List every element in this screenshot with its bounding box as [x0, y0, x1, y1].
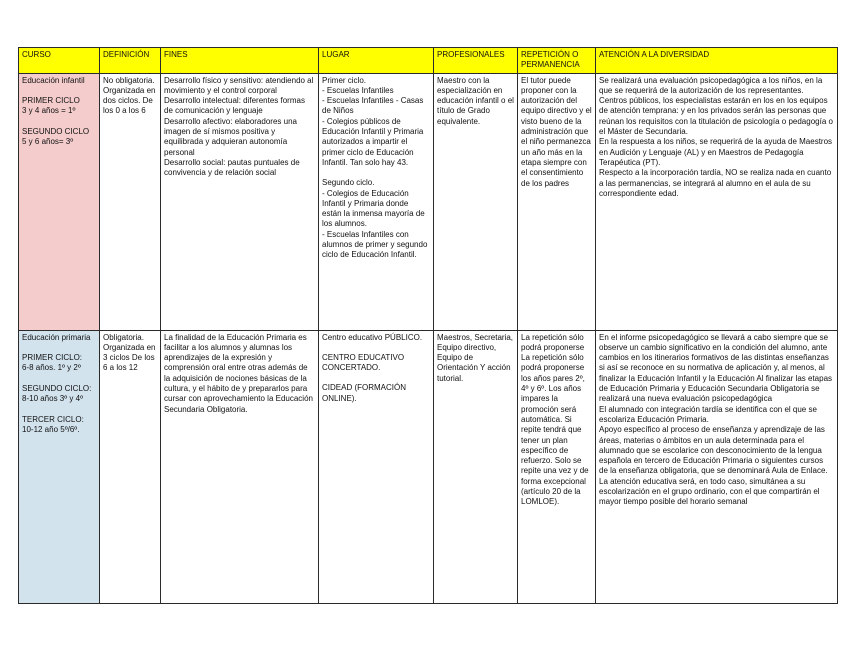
cell-fines: La finalidad de la Educación Primaria es facilitar a los alumnos y alumnas los aprendizajes de la expresión y comprensión oral entre otras además de la adquisición de nociones básicas de la cultura, y el hábito de y prepararlos para cursar con aprovechamiento la Educación Secundaria Obligatoria.: [161, 330, 319, 603]
cell-atencion: [596, 330, 838, 603]
header-lugar: LUGAR: [319, 48, 434, 74]
header-fines: FINES: [161, 48, 319, 74]
line-gap: [322, 168, 430, 178]
cell-profesionales: Maestro con la especialización en educación infantil o el título de Grado equivalente.: [434, 73, 518, 330]
line-gap: [322, 373, 430, 383]
header-definicion: DEFINICIÓN: [100, 48, 161, 74]
text-line: El alumnado con integración tardía se identifica con el que se escolariza Educación Primaria.: [599, 404, 817, 424]
text-line: En el informe psicopedagógico se llevará a cabo siempre que se observe un cambio significativo en la condición del alumno, ante cambios en los itinerarios formativos de las distintas enseñanzas si así se reconoce en su normativa de aplicación y, al menos, al finalizar la Educación Infantil y la Educación Al finalizar las etapas de Educación Primaria y Educación Secundaria Obligatoria se realizará una nueva evaluación psicopedagógica: [599, 332, 833, 404]
cell-fines: [161, 73, 319, 330]
text-line: - Escuelas Infantiles con alumnos de primer y segundo ciclo de Educación Infantil.: [322, 229, 428, 260]
text-line: Centros públicos, los especialistas estarán en los en los equipos de atención temprana: y en los privados serán las personas que reúnan los requisitos con la titulación de psicología o pedagogía o el Máster de Secundaria.: [599, 96, 833, 137]
cell-definicion: Obligatoria. Organizada en 3 ciclos De los 6 a los 12: [100, 330, 161, 603]
table-row: [19, 330, 838, 603]
cell-lugar: [319, 73, 434, 330]
cell-repeticion: El tutor puede proponer con la autorización del equipo directivo y el visto bueno de la administración que el niño permanezca un año más en la etapa siempre con el consentimiento de los padres: [518, 73, 596, 330]
cell-curso: Educación primaria PRIMER CICLO: 6-8 años. 1º y 2º SEGUNDO CICLO: 8-10 años 3º y 4º TERCER CICLO: 10-12 año 5º/6º.: [19, 330, 100, 603]
cell-atencion: [596, 73, 838, 330]
text-line: Segundo ciclo.: [322, 178, 375, 188]
cell-curso: Educación infantil PRIMER CICLO 3 y 4 años = 1º SEGUNDO CICLO 5 y 6 años= 3º: [19, 73, 100, 330]
text-line: CIDEAD (FORMACIÓN ONLINE).: [322, 383, 406, 403]
text-line: - Escuelas Infantiles: [322, 85, 394, 95]
text-line: Primer ciclo.: [322, 75, 367, 85]
cell-repeticion: La repetición sólo podrá proponerse La repetición sólo podrá proponerse los años pares 2º, 4º y 6º. Los años impares la promoción será automática. Si repite tendrá que tener un plan específico de refuerzo. Solo se repite una vez y de forma excepcional (artículo 20 de la LOMLOE).: [518, 330, 596, 603]
header-curso: CURSO: [19, 48, 100, 74]
header-profesionales: PROFESIONALES: [434, 48, 518, 74]
text-line: Desarrollo social: pautas puntuales de convivencia y de relación social: [164, 157, 300, 178]
text-line: La atención educativa será, en todo caso, simultánea a su escolarización en el grupo ordinario, con el que compartirán el mayor tiempo posible del horario semanal: [599, 476, 820, 507]
text-line: Desarrollo físico y sensitivo: atendiendo al movimiento y el control corporal: [164, 75, 314, 95]
text-line: Apoyo específico al proceso de enseñanza y aprendizaje de las áreas, materias o ámbitos en un aula determinada para el alumnado que se escolarice con desconocimiento de la lengua española en tercero de Educación Primaria o siguientes cursos de la enseñanza obligatoria, que se denominará Aula de Enlace.: [599, 425, 828, 476]
cell-profesionales: Maestros, Secretaria, Equipo directivo, Equipo de Orientación Y acción tutorial.: [434, 330, 518, 603]
text-line: Se realizará una evaluación psicopedagógica a los niños, en la que se requerirá de la autorización de los representantes.: [599, 75, 823, 95]
header-repeticion: REPETICIÓN O PERMANENCIA: [518, 48, 596, 74]
line-gap: [322, 343, 430, 353]
text-line: Respecto a la incorporación tardía, NO se realiza nada en cuanto a las permanencias, se integrará al alumno en el aula de su correspondiente edad.: [599, 168, 832, 198]
text-line: - Colegios públicos de Educación Infantil y Primaria autorizados a impartir el primer ciclo de Educación Infantil. Tan solo hay 43.: [322, 116, 424, 167]
table-header: [19, 48, 838, 74]
text-line: - Escuelas Infantiles - Casas de Niños: [322, 96, 424, 116]
text-line: En la respuesta a los niños, se requerirá de la ayuda de Maestros en Audición y Lenguaje (AL) y en Maestros de Pedagogía Terapéutica (PT).: [599, 137, 833, 167]
text-line: Desarrollo intelectual: diferentes formas de comunicación y lenguaje: [164, 96, 305, 116]
text-line: - Colegios de Educación Infantil y Primaria donde están la inmensa mayoría de los alumnos.: [322, 188, 425, 229]
table-row: [19, 73, 838, 330]
text-line: Desarrollo afectivo: elaboradores una imagen de sí mismos positiva y equilibrada y adquieran autonomía personal: [164, 116, 297, 157]
text-line: Centro educativo PÚBLICO.: [322, 332, 423, 342]
comparison-table: [18, 47, 838, 604]
cell-lugar: [319, 330, 434, 603]
cell-definicion: No obligatoria. Organizada en dos ciclos. De los 0 a los 6: [100, 73, 161, 330]
header-atencion: ATENCIÓN A LA DIVERSIDAD: [596, 48, 838, 74]
text-line: CENTRO EDUCATIVO CONCERTADO.: [322, 352, 405, 373]
